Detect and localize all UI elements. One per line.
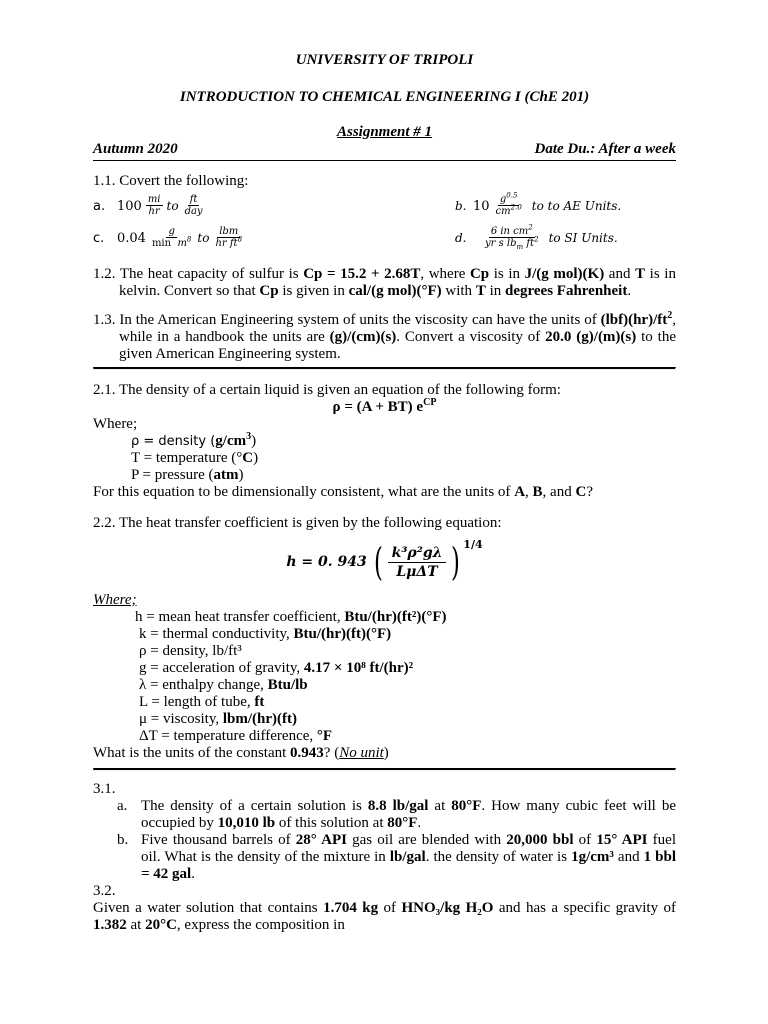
q13-text-2: , while in a handbook the units are	[119, 312, 676, 345]
q21-def-pressure-unit: atm	[213, 467, 239, 483]
q11-b-from-den-exp: 2.0	[510, 203, 522, 212]
q12-text-1: 1.2. The heat capacity of sulfur is	[93, 266, 304, 282]
q22-def-lambda-unit: Btu/lb	[267, 677, 308, 693]
q13-text-4: to the given American Engineering system.	[119, 329, 676, 362]
q13-bold-1-wrap	[601, 312, 673, 328]
q31-number: 3.1.	[93, 781, 116, 797]
q11-d-label: d.	[455, 230, 467, 245]
q31-b-bold-5: 1g/cm³	[571, 849, 614, 865]
q22-def-deltat	[135, 728, 676, 745]
q12-bold-1: Cp = 15.2 + 2.68T	[303, 266, 421, 282]
q21-def-pressure-text: P = pressure (	[131, 467, 214, 483]
q21-defs	[93, 433, 676, 484]
q31-b-text	[141, 832, 676, 883]
q31-a-bold-3: 10,010 lb	[217, 815, 276, 831]
q13-paragraph	[93, 312, 676, 363]
q31-b-text-1: Five thousand barrels of	[141, 832, 296, 848]
q21-def-pressure-close: )	[238, 467, 244, 483]
q31-b-bold-1: 28° API	[295, 832, 347, 848]
q22-equation	[93, 532, 676, 592]
q31-list	[93, 798, 676, 883]
q12-bold-7: T	[475, 283, 486, 299]
q13-bold-2: (g)/(cm)(s)	[329, 329, 397, 345]
q11-intro: 1.1. Covert the following:	[93, 173, 249, 189]
q31-a-text-3: . How many cubic feet will be occupied by	[141, 798, 676, 831]
q11-b-value: 10	[473, 198, 490, 214]
q22-def-g	[135, 660, 676, 677]
course-title: INTRODUCTION TO CHEMICAL ENGINEERING I (ChE 201)	[179, 89, 590, 105]
q11-d-from-den-exp: 2	[534, 235, 539, 244]
q31-a-bold-4: 80°F	[387, 815, 418, 831]
q11-b-from-den: cm	[495, 206, 511, 217]
q11-b-to: to to AE Units.	[531, 198, 622, 213]
q22-def-mu-text: μ = viscosity,	[139, 711, 223, 727]
q31-b-bold-6: 1 bbl = 42 gal	[141, 849, 676, 882]
q32-text-1: Given a water solution that contains	[93, 900, 324, 916]
q22-where: Where;	[93, 592, 137, 608]
q32-text-2: of	[378, 900, 402, 916]
q11-c-to-frac	[213, 226, 244, 250]
q32-text-4: at	[126, 917, 146, 933]
q12-text-8: in	[485, 283, 505, 299]
q32-bold-3: 1.382	[93, 917, 127, 933]
q11-a-from-num: mi	[147, 194, 161, 205]
q21-question-end: ?	[586, 484, 593, 500]
q22-intro: 2.2. The heat transfer coefficient is given by the following equation:	[93, 515, 502, 531]
q22-def-h-text: h = mean heat transfer coefficient,	[135, 609, 345, 625]
q22-def-mu-unit: lbm/(hr)(ft)	[222, 711, 298, 727]
q22-def-l-text: L = length of tube,	[139, 694, 255, 710]
q31-item-b	[117, 832, 676, 883]
q11-a-from-frac	[146, 194, 163, 218]
q32-bold-1: 1.704 kg	[323, 900, 379, 916]
q21-where: Where;	[93, 416, 138, 432]
q21-question-c: C	[575, 484, 587, 500]
q22-right-paren: )	[451, 540, 461, 584]
assignment-page	[93, 50, 676, 934]
q11-d-from-den-sub: m	[516, 243, 524, 251]
q11-c-value: 0.04	[117, 230, 146, 246]
q31-a-text-2: at	[428, 798, 452, 814]
q13-bold-1-sup: 2	[667, 310, 673, 321]
q11-a-to: to	[166, 198, 179, 213]
q31-b-text-6: and	[613, 849, 644, 865]
q31-b-text-2: gas oil are blended with	[346, 832, 507, 848]
q32-paragraph	[93, 900, 676, 934]
q12-text-9: .	[627, 283, 632, 299]
q12-bold-3: J/(g mol)(K)	[524, 266, 605, 282]
q22-def-g-unit: 4.17 × 10⁸ ft/(hr)²	[303, 660, 414, 676]
q22-def-mu	[135, 711, 676, 728]
q31-a-text-4: of this solution at	[275, 815, 388, 831]
q22-equation-num: k³ρ²gλ	[388, 544, 447, 563]
header-meta-row	[93, 141, 676, 161]
q12-text-4: and	[604, 266, 636, 282]
q11-b	[455, 191, 622, 218]
q21-question	[93, 484, 676, 501]
q32-number: 3.2.	[93, 883, 116, 899]
q31-a-marker: a.	[117, 798, 128, 814]
q11-row-cd	[93, 222, 676, 254]
q11-c-to-den: hr ft	[215, 238, 238, 249]
q11-d-from-num-exp: 2	[528, 223, 533, 232]
q31-item-a	[117, 798, 676, 832]
q32-bold-2: HNO₃/kg H₂O	[401, 900, 494, 916]
q11-c-from-den-b: m	[177, 238, 187, 249]
q31-b-bold-4: lb/gal	[389, 849, 426, 865]
q11-c-to: to	[197, 230, 210, 245]
q11-b-from-num: g	[499, 194, 507, 205]
q22-equation-frac	[388, 544, 447, 581]
q11-b-from-den-wrap	[494, 203, 524, 218]
q11-a-to-den: day	[184, 206, 203, 217]
q21-question-sep2: , and	[542, 484, 576, 500]
due-label: Date Du.: After a week	[534, 141, 676, 157]
q11-a-to-num: ft	[189, 194, 198, 205]
q21-question-b: B	[532, 484, 543, 500]
q22-def-k-unit: Btu/(hr)(ft)(°F)	[293, 626, 392, 642]
q32-text-5: , express the composition in	[176, 917, 345, 933]
q21-intro: 2.1. The density of a certain liquid is given an equation of the following form:	[93, 382, 561, 398]
q12-bold-5: Cp	[259, 283, 279, 299]
section-divider-2	[93, 768, 676, 771]
q11-c-from-den-wrap	[150, 235, 193, 250]
q11-b-label: b.	[455, 198, 467, 213]
q22-def-k-text: k = thermal conductivity,	[139, 626, 294, 642]
q11-c-from-num: g	[168, 226, 175, 237]
q22-left-paren: (	[373, 540, 383, 584]
q21-question-text: For this equation to be dimensionally consistent, what are the units of	[93, 484, 515, 500]
q31-b-text-3: of	[573, 832, 597, 848]
q21-def-temperature-close: )	[253, 450, 259, 466]
q11-d-from-num-wrap	[489, 223, 535, 238]
q22-def-g-text: g = acceleration of gravity,	[139, 660, 304, 676]
q21-def-pressure	[131, 467, 676, 484]
assignment-title-wrap	[93, 124, 676, 141]
q11-a-value: 100	[117, 198, 142, 214]
q12-bold-6: cal/(g mol)(°F)	[348, 283, 442, 299]
q21-def-density-sup: 3	[246, 431, 252, 442]
q12-text-7: with	[441, 283, 476, 299]
q11-c-from-frac	[150, 226, 193, 250]
university-title: UNIVERSITY OF TRIPOLI	[295, 52, 474, 68]
q11-d-to: to SI Units.	[548, 230, 618, 245]
q22-def-lambda	[135, 677, 676, 694]
q21-equation	[93, 399, 676, 416]
q11-c-to-num: lbm	[219, 226, 239, 237]
q31-b-text-5: . the density of water is	[425, 849, 572, 865]
q12-bold-2: Cp	[469, 266, 490, 282]
q11-d-from-den: yr s lb	[485, 238, 517, 249]
q22-equation-den: LμΔT	[396, 563, 438, 580]
q11-d-from-den-wrap	[483, 235, 541, 251]
q11-a-to-frac	[183, 194, 205, 218]
q22-def-k	[135, 626, 676, 643]
q13-text-1: 1.3. In the American Engineering system of units the viscosity can have the units of	[93, 312, 601, 328]
q31-a-bold-1: 8.8 lb/gal	[367, 798, 429, 814]
q13-bold-1: (lbf)(hr)/ft	[600, 312, 668, 328]
term-label: Autumn 2020	[93, 141, 178, 157]
q22-equation-exp: 1/4	[463, 538, 483, 551]
q11-a-from-den: hr	[148, 206, 160, 217]
q22-equation-lhs: h = 0. 943	[286, 553, 367, 570]
q11-c-from-den-exp: 8	[186, 235, 192, 244]
q11-b-from-frac	[494, 191, 524, 218]
q31-a-bold-2: 80°F	[451, 798, 482, 814]
q11-c-to-den-exp: 8	[237, 235, 243, 244]
section-divider-1	[93, 367, 676, 370]
q21-question-sep1: ,	[525, 484, 533, 500]
q21-def-temperature-unit: C	[242, 450, 254, 466]
q13-text-3: . Convert a viscosity of	[396, 329, 546, 345]
q22-def-h-unit: Btu/(hr)(ft²)(°F)	[344, 609, 447, 625]
q31-b-text-7: .	[191, 866, 195, 882]
q13-bold-3: 20.0 (g)/(m)(s)	[545, 329, 637, 345]
q31-a-text-5: .	[417, 815, 422, 831]
q11-d-from-frac	[483, 223, 541, 251]
q22-defs	[93, 609, 676, 745]
q11-c-to-den-wrap	[213, 235, 244, 250]
q22-def-deltat-unit: °F	[316, 728, 333, 744]
q12-text-5: is in kelvin. Convert so that	[119, 266, 676, 299]
q21-def-density	[131, 433, 676, 450]
q32-text-3: and has a specific gravity of	[493, 900, 676, 916]
q22-def-l-unit: ft	[254, 694, 265, 710]
q22-question-text: What is the units of the constant	[93, 745, 291, 761]
q21-def-density-text: ρ = density (	[131, 434, 216, 449]
q12-text-6: is given in	[278, 283, 349, 299]
q22-def-deltat-text: ΔT = temperature difference,	[139, 728, 317, 744]
q22-question-mid: ? (	[323, 745, 340, 761]
q21-equation-text: ρ = (A + BT) e	[332, 399, 424, 415]
q11-a-label: a.	[93, 198, 106, 214]
q11-b-from-num-exp: 0.5	[506, 191, 518, 200]
q11-d-from-num: 6 in cm	[490, 226, 529, 237]
q31-b-text-4: fuel oil. What is the density of the mixture in	[141, 832, 676, 865]
q21-def-temperature	[131, 450, 676, 467]
q31-a-text-1: The density of a certain solution is	[141, 798, 368, 814]
q21-def-density-close: )	[251, 433, 257, 449]
q31-b-marker: b.	[117, 832, 129, 848]
q22-question-end: )	[383, 745, 389, 761]
q22-def-rho-text: ρ = density, lb/ft³	[139, 643, 242, 659]
q22-question-answer: No unit	[339, 745, 384, 761]
q11-a	[93, 194, 455, 218]
q12-bold-8: degrees Fahrenheit	[505, 283, 628, 299]
q11-d-from-den-b: ft	[526, 238, 535, 249]
q12-bold-4: T	[635, 266, 646, 282]
q22-def-rho	[135, 643, 676, 660]
q11-c	[93, 226, 455, 250]
q22-question	[93, 745, 676, 762]
q22-def-h	[135, 609, 676, 626]
q31-b-bold-3: 15° API	[596, 832, 648, 848]
q21-def-density-unit: g/cm	[215, 433, 247, 449]
q11-c-from-den-a: min	[151, 238, 172, 249]
q22-def-l	[135, 694, 676, 711]
q12-text-2: , where	[420, 266, 470, 282]
q11-row-ab	[93, 190, 676, 222]
q12-paragraph	[93, 266, 676, 300]
q22-def-lambda-text: λ = enthalpy change,	[139, 677, 268, 693]
q22-question-constant: 0.943	[290, 745, 324, 761]
q12-text-3: is in	[489, 266, 525, 282]
assignment-title: Assignment # 1	[336, 124, 433, 140]
q31-b-bold-2: 20,000 bbl	[506, 832, 574, 848]
q21-def-temperature-text: T = temperature (°	[131, 450, 243, 466]
q31-a-text	[141, 798, 676, 832]
q21-question-a: A	[514, 484, 526, 500]
q21-equation-exp: CP	[423, 397, 437, 408]
q11-c-label: c.	[93, 230, 105, 246]
q11-d	[455, 223, 618, 251]
q32-bold-4: 20°C	[145, 917, 177, 933]
